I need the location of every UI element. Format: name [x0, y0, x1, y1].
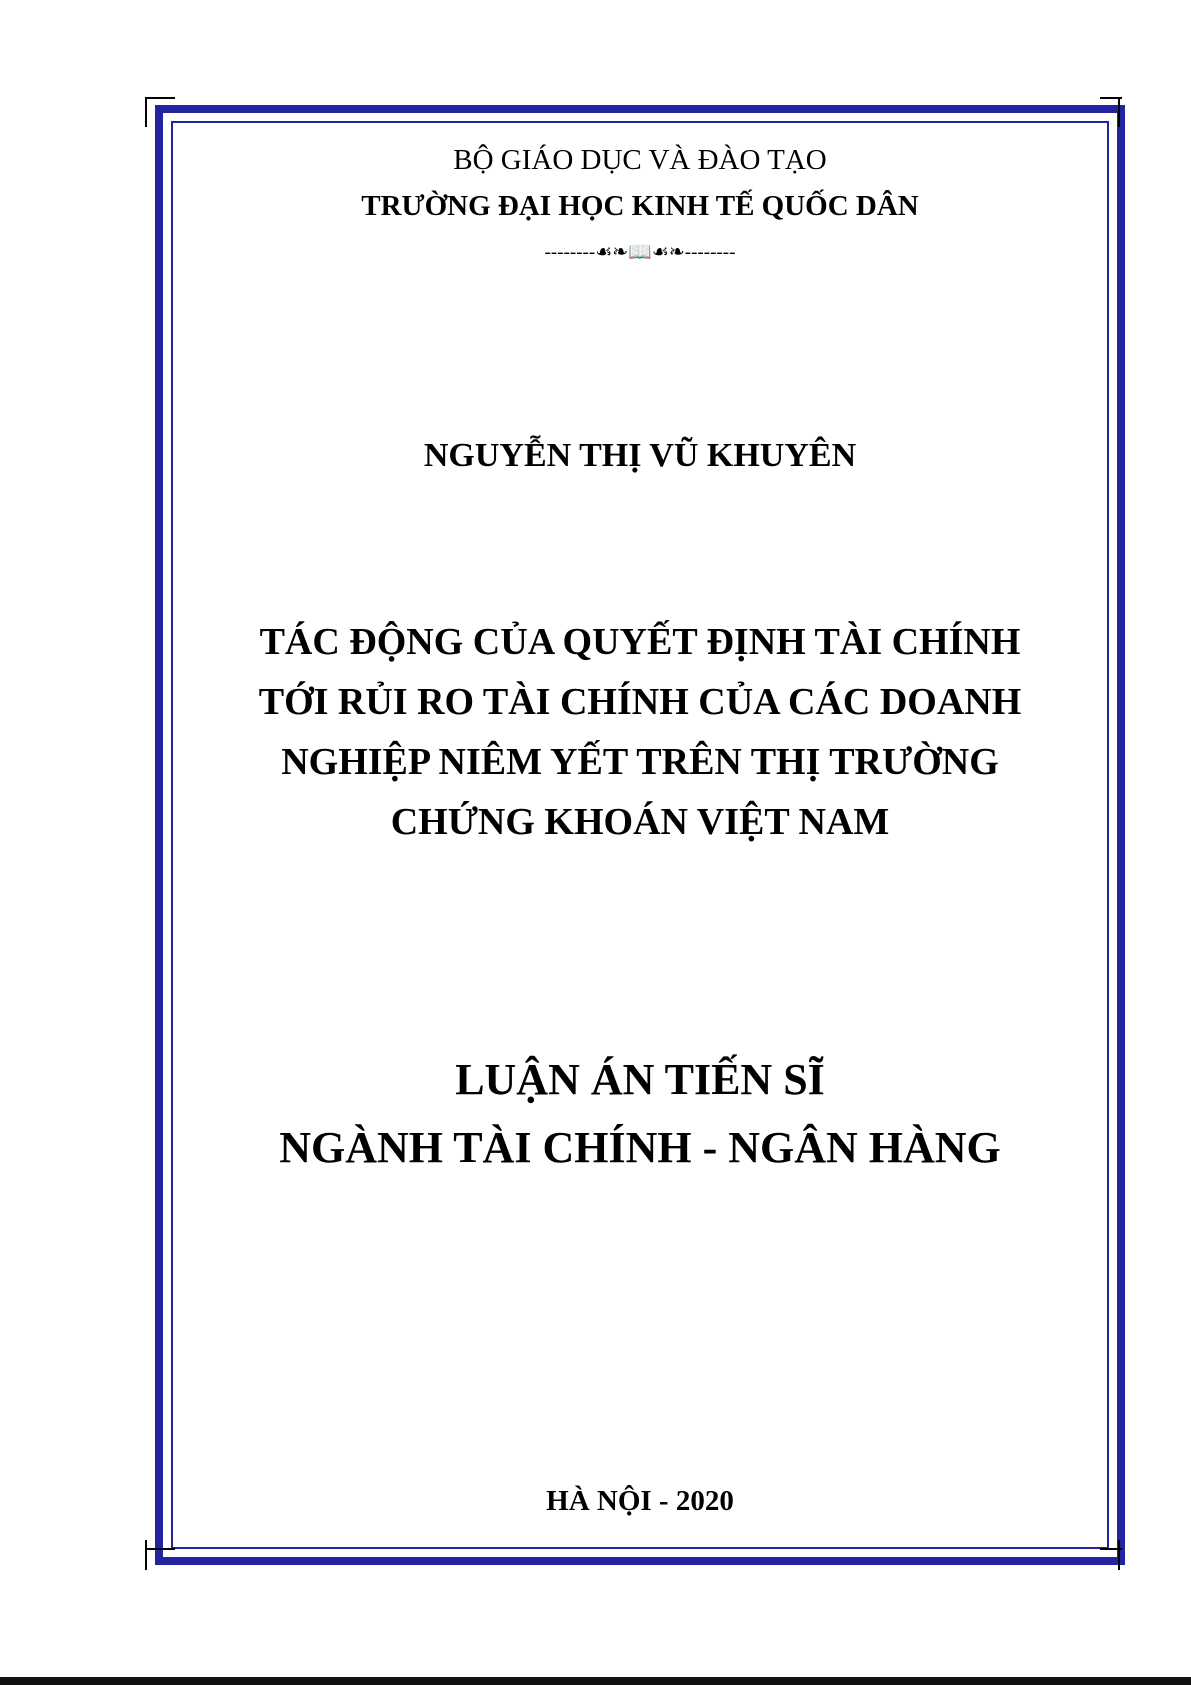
page-bottom-rule — [0, 1677, 1191, 1685]
author-name: NGUYỄN THỊ VŨ KHUYÊN — [423, 437, 857, 474]
thesis-title-line-1: TÁC ĐỘNG CỦA QUYẾT ĐỊNH TÀI CHÍNH — [259, 621, 1021, 663]
thesis-title-line-2: TỚI RỦI RO TÀI CHÍNH CỦA CÁC DOANH — [258, 681, 1022, 723]
degree-type: LUẬN ÁN TIẾN SĨ — [455, 1055, 825, 1104]
corner-mark-bottom-left — [145, 1548, 175, 1550]
corner-mark-top-left-vertical — [145, 97, 147, 127]
thesis-title-line-4: CHỨNG KHOÁN VIỆT NAM — [390, 801, 890, 843]
ministry-name: BỘ GIÁO DỤC VÀ ĐÀO TẠO — [453, 144, 827, 176]
corner-mark-bottom-right-vertical — [1118, 1540, 1120, 1570]
degree-field: NGÀNH TÀI CHÍNH - NGÂN HÀNG — [279, 1123, 1001, 1172]
corner-mark-top-left — [145, 97, 175, 99]
place-and-year: HÀ NỘI - 2020 — [546, 1485, 734, 1517]
corner-mark-top-right-vertical — [1118, 97, 1120, 127]
corner-mark-bottom-left-vertical — [145, 1540, 147, 1570]
ornament-divider: --------☙❧📖☙❧-------- — [544, 242, 736, 263]
university-name: TRƯỜNG ĐẠI HỌC KINH TẾ QUỐC DÂN — [361, 190, 919, 222]
thesis-title-line-3: NGHIỆP NIÊM YẾT TRÊN THỊ TRƯỜNG — [281, 741, 999, 783]
